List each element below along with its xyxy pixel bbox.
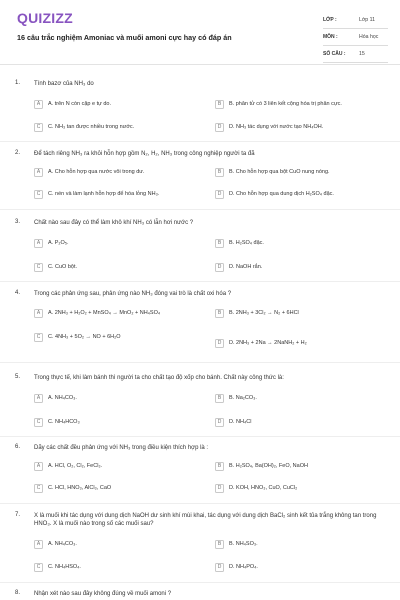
option-b[interactable] xyxy=(215,538,258,550)
meta-key: SỐ CÂU : xyxy=(323,51,346,57)
option-letter: A xyxy=(34,462,43,471)
option-letter: A xyxy=(34,168,43,177)
question-divider xyxy=(0,362,400,363)
option-c[interactable] xyxy=(34,261,77,273)
option-letter: C xyxy=(34,123,43,132)
meta-value: Lớp 11 xyxy=(359,17,375,23)
question-number: 2. xyxy=(15,150,21,156)
option-a[interactable] xyxy=(34,237,69,249)
option-letter: D xyxy=(215,190,224,199)
option-letter: B xyxy=(215,462,224,471)
question-text: Để tách riêng NH₃ ra khỏi hỗn hợp gồm N₂, H₂, NH₃ trong công nghiệp người ta đã xyxy=(34,151,255,157)
option-letter: D xyxy=(215,123,224,132)
question-number: 3. xyxy=(15,219,21,225)
quizizz-logo: QUIZIZZ xyxy=(17,10,73,26)
option-letter: B xyxy=(215,100,224,109)
option-letter: D xyxy=(215,339,224,348)
option-d[interactable] xyxy=(215,482,297,494)
option-a[interactable] xyxy=(34,460,102,472)
question-divider xyxy=(0,209,400,210)
option-c[interactable] xyxy=(34,121,134,133)
option-letter: A xyxy=(34,309,43,318)
meta-key: MÔN : xyxy=(323,34,338,40)
meta-value: 15 xyxy=(359,51,365,57)
option-text: B. 2NH₃ + 3Cl₂ → N₂ + 6HCl xyxy=(229,310,299,316)
option-text: B. NH₄SO₃. xyxy=(229,541,258,547)
option-letter: C xyxy=(34,484,43,493)
option-text: B. Cho hỗn hợp qua bột CuO nung nóng. xyxy=(229,169,330,175)
option-c[interactable] xyxy=(34,561,81,573)
question-text: Trong thực tế, khi làm bánh thì người ta cho chất tạo độ xốp cho bánh. Chất này công thức là: xyxy=(34,375,284,381)
option-c[interactable] xyxy=(34,416,80,428)
option-text: D. 2NH₃ + 2Na → 2NaNH₂ + H₂ xyxy=(229,340,307,346)
page-title: 16 câu trắc nghiệm Amoniac và muối amoni cực hay có đáp án xyxy=(17,33,232,42)
question-divider xyxy=(0,436,400,437)
option-text: C. CuO bột. xyxy=(48,264,78,270)
question-divider xyxy=(0,582,400,583)
option-b[interactable] xyxy=(215,460,308,472)
option-text: D. NH₄Cl xyxy=(229,419,252,425)
option-letter: D xyxy=(215,563,224,572)
option-text: A. HCl, O₂, Cl₂, FeCl₃. xyxy=(48,463,103,469)
option-text: D. KOH, HNO₃, CuO, CuCl₂ xyxy=(229,485,298,491)
question-text: Tính bazơ của NH₃ do xyxy=(34,81,94,87)
option-a[interactable] xyxy=(34,166,145,178)
option-text: A. Cho hỗn hợp qua nước vôi trong dư. xyxy=(48,169,145,175)
option-text: C. NH₄HCO₃ xyxy=(48,419,80,425)
option-letter: D xyxy=(215,484,224,493)
option-letter: A xyxy=(34,239,43,248)
meta-table xyxy=(323,12,388,63)
option-text: A. trên N còn cặp e tự do. xyxy=(48,101,111,107)
question-text: X là muối khi tác dụng với dung dịch NaOH dư sinh khí mùi khai, tác dụng với dung dịch BaCl₂ sinh kết tủa trắng không tan trong HNO₃. X là muối nào trong số các muối sau? xyxy=(34,513,377,527)
option-letter: A xyxy=(34,394,43,403)
option-text: A. P₂O₅. xyxy=(48,240,69,246)
option-d[interactable] xyxy=(215,416,251,428)
option-text: A. NH₄CO₃. xyxy=(48,541,77,547)
option-letter: D xyxy=(215,263,224,272)
option-d[interactable] xyxy=(215,121,323,133)
option-text: D. NH₄PO₄. xyxy=(229,564,258,570)
option-c[interactable] xyxy=(34,482,111,494)
question-text: Nhận xét nào sau đây không đúng về muối amoni ? xyxy=(34,591,172,597)
option-letter: C xyxy=(34,563,43,572)
option-text: A. 2NH₃ + H₂O₂ + MnSO₄ → MnO₂ + NH₄SO₄ xyxy=(48,310,161,316)
option-text: D. NH₃ tác dụng với nước tạo NH₄OH. xyxy=(229,124,324,130)
option-letter: D xyxy=(215,418,224,427)
option-b[interactable] xyxy=(215,237,264,249)
meta-row-class xyxy=(323,12,388,29)
option-text: D. Cho hỗn hợp qua dung dịch H₂SO₄ đặc. xyxy=(229,191,334,197)
option-c[interactable] xyxy=(34,188,159,200)
option-text: D. NaOH rắn. xyxy=(229,264,263,270)
option-letter: B xyxy=(215,394,224,403)
worksheet-header xyxy=(0,0,400,65)
question-text: Dãy các chất đều phản ứng với NH₃ trong điều kiện thích hợp là : xyxy=(34,445,209,451)
question-text: Trong các phản ứng sau, phản ứng nào NH₃ đóng vai trò là chất oxi hóa ? xyxy=(34,291,232,297)
option-c[interactable] xyxy=(34,331,121,343)
option-text: B. Na₂CO₃. xyxy=(229,395,257,401)
option-text: C. nén và làm lạnh hỗn hợp để hóa lỏng NH₃. xyxy=(48,191,160,197)
option-text: C. NH₃ tan được nhiều trong nước. xyxy=(48,124,135,130)
option-letter: B xyxy=(215,309,224,318)
option-text: C. NH₄HSO₄. xyxy=(48,564,81,570)
option-b[interactable] xyxy=(215,307,299,319)
question-number: 8. xyxy=(15,590,21,596)
option-letter: B xyxy=(215,540,224,549)
option-letter: C xyxy=(34,418,43,427)
option-b[interactable] xyxy=(215,392,257,404)
option-b[interactable] xyxy=(215,166,330,178)
option-text: B. H₂SO₄, Ba(OH)₂, FeO, NaOH xyxy=(229,463,308,469)
option-a[interactable] xyxy=(34,98,111,110)
option-letter: A xyxy=(34,540,43,549)
option-letter: C xyxy=(34,333,43,342)
option-letter: C xyxy=(34,190,43,199)
option-letter: B xyxy=(215,239,224,248)
question-text: Chất nào sau đây có thể làm khô khí NH₃ có lẫn hơi nước ? xyxy=(34,220,194,226)
option-letter: C xyxy=(34,263,43,272)
meta-value: Hóa học xyxy=(359,34,379,40)
option-text: B. H₂SO₄ đặc. xyxy=(229,240,264,246)
option-d[interactable] xyxy=(215,188,334,200)
question-number: 1. xyxy=(15,80,21,86)
option-text: A. NH₄CO₃. xyxy=(48,395,77,401)
option-d[interactable] xyxy=(215,337,307,349)
option-a[interactable] xyxy=(34,392,77,404)
meta-key: LỚP : xyxy=(323,17,337,23)
option-text: C. 4NH₃ + 5O₂ → NO + 6H₂O xyxy=(48,334,121,340)
meta-row-count xyxy=(323,46,388,63)
option-text: C. HCl, HNO₃, AlCl₃, CaO xyxy=(48,485,112,491)
option-b[interactable] xyxy=(215,98,342,110)
question-number: 4. xyxy=(15,290,21,296)
question-divider xyxy=(0,281,400,282)
meta-row-subject xyxy=(323,29,388,46)
option-d[interactable] xyxy=(215,261,262,273)
question-number: 7. xyxy=(15,512,21,518)
option-letter: A xyxy=(34,100,43,109)
question-divider xyxy=(0,503,400,504)
option-text: B. phân tử có 3 liên kết cộng hóa trị phân cực. xyxy=(229,101,342,107)
question-number: 6. xyxy=(15,444,21,450)
question-number: 5. xyxy=(15,374,21,380)
option-letter: B xyxy=(215,168,224,177)
option-a[interactable] xyxy=(34,307,160,319)
option-a[interactable] xyxy=(34,538,77,550)
option-d[interactable] xyxy=(215,561,258,573)
question-divider xyxy=(0,141,400,142)
